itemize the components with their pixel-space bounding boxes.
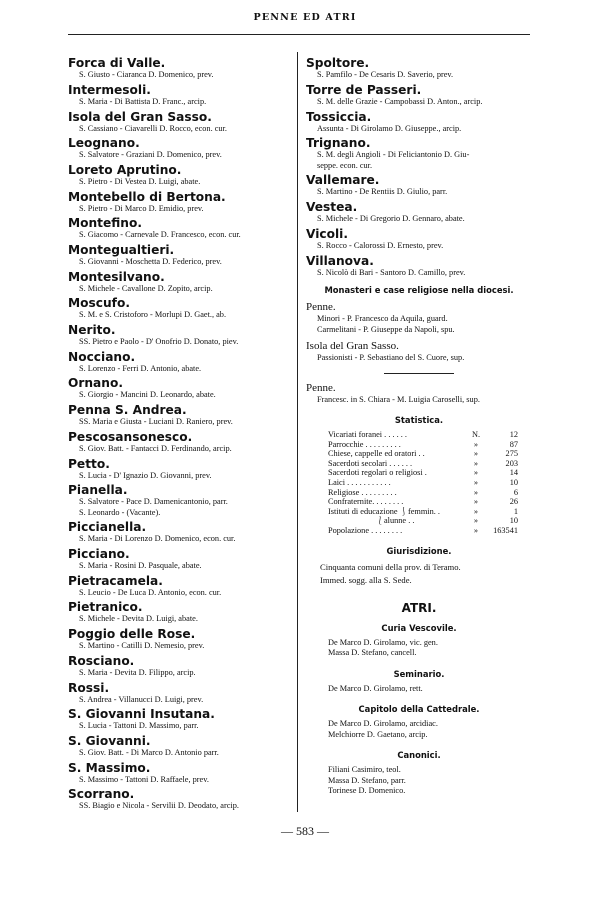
- stat-label: Sacerdoti secolari . . . . . .: [328, 458, 413, 468]
- curia-line: Massa D. Stefano, cancell.: [328, 648, 417, 658]
- place-name: Isola del Gran Sasso.: [68, 109, 212, 124]
- stat-label: Popolazione . . . . . . . .: [328, 525, 403, 535]
- stat-value: 87: [509, 439, 518, 449]
- parish-entry: S. Giorgio - Mancini D. Leonardo, abate.: [79, 390, 216, 400]
- place-name: Pianella.: [68, 483, 128, 498]
- capitolo-line: Melchiorre D. Gaetano, arcip.: [328, 729, 428, 739]
- place-name: Rossi.: [68, 680, 110, 695]
- stat-unit: »: [473, 449, 479, 459]
- parish-entry: S. M. delle Grazie - Campobassi D. Anton., arcip.: [317, 96, 483, 106]
- place-name: Trignano.: [306, 136, 371, 151]
- stat-unit: »: [473, 497, 479, 507]
- place-name: Moscufo.: [68, 296, 130, 311]
- place-name: S. Massimo.: [68, 760, 151, 775]
- place-name: Poggio delle Rose.: [68, 627, 196, 642]
- stat-value: 26: [509, 497, 518, 507]
- stat-unit: »: [473, 468, 479, 478]
- stat-value: 14: [509, 468, 518, 478]
- place-name: Intermesoli.: [68, 82, 151, 97]
- place-name: Spoltore.: [306, 56, 370, 71]
- monasteri-list: [306, 300, 532, 405]
- parish-entry: S. Cassiano - Ciavarelli D. Rocco, econ. cur.: [79, 123, 227, 133]
- parish-entry: SS. Biagio e Nicola - Servilii D. Deodato, arcip.: [79, 801, 239, 811]
- stat-label: Parrocchie . . . . . . . . .: [328, 439, 401, 449]
- place-name: Scorrano.: [68, 787, 135, 802]
- place-name: Pietracamela.: [68, 573, 163, 588]
- parish-entry: S. Giov. Batt. - Fantacci D. Ferdinando, arcip.: [79, 443, 232, 453]
- place-name: Tossiccia.: [306, 109, 372, 124]
- stat-label: Sacerdoti regolari o religiosi .: [328, 468, 427, 478]
- curia-title: Curia Vescovile.: [381, 622, 457, 633]
- monasteri-title: Monasteri e case religiose nella diocesi.: [324, 285, 514, 295]
- giurisdizione-title: Giurisdizione.: [386, 545, 452, 556]
- canonici-line: Torinese D. Domenico.: [328, 786, 406, 796]
- parish-entry: S. Leucio - De Luca D. Antonio, econ. cur.: [79, 587, 222, 597]
- place-name: Vestea.: [306, 200, 358, 215]
- stat-label: Istituti di educazione ⎰femmin. .: [328, 506, 440, 516]
- stat-unit: »: [473, 487, 479, 497]
- stat-value: 6: [513, 487, 518, 497]
- stat-row: [306, 516, 532, 526]
- parish-entry: S. Pamfilo - De Cesaris D. Saverio, prev.: [317, 70, 454, 80]
- atri-title: ATRI.: [401, 600, 437, 615]
- stat-row: [306, 488, 532, 498]
- stat-row: [306, 459, 532, 469]
- stat-unit: »: [473, 506, 479, 516]
- curia-line: De Marco D. Girolamo, vic. gen.: [328, 637, 438, 647]
- stat-row: [306, 430, 532, 440]
- parish-entry: S. Martino - De Rentiis D. Giulio, parr.: [317, 187, 448, 197]
- parish-entry: S. Giovanni - Moschetta D. Federico, prev.: [79, 257, 222, 266]
- seminario-title: Seminario.: [393, 668, 445, 679]
- place-name: Pescosansonesco.: [68, 429, 193, 444]
- stat-label: Confraternite. . . . . . . .: [328, 497, 404, 507]
- canonici-line: Massa D. Stefano, parr.: [328, 775, 406, 785]
- stat-unit: »: [473, 516, 479, 526]
- stat-row: [306, 507, 532, 517]
- stat-value: 203: [505, 458, 518, 468]
- stat-row: [306, 468, 532, 478]
- parish-entry: S. Rocco - Calorossi D. Ernesto, prev.: [317, 240, 444, 250]
- parish-entry: S. Lucia - Tattoni D. Massimo, parr.: [79, 721, 199, 731]
- place-name: Leognano.: [68, 136, 140, 151]
- place-name: Villanova.: [306, 253, 374, 268]
- parish-entry: S. Leonardo - (Vacante).: [79, 507, 161, 517]
- parish-entry: S. Michele - Devita D. Luigi, abate.: [79, 614, 198, 624]
- statistica-title: Statistica.: [394, 415, 444, 425]
- stat-value: 163541: [493, 525, 518, 535]
- place-name: Nerito.: [68, 323, 116, 338]
- stat-row: [306, 526, 532, 536]
- stat-value: 275: [505, 449, 518, 459]
- right-places: [306, 56, 532, 278]
- stat-row: [306, 497, 532, 507]
- monastery-place: Penne.: [306, 301, 336, 313]
- statistica-table: [306, 430, 532, 536]
- stat-label: Laici . . . . . . . . . . .: [328, 477, 391, 487]
- stat-label: Religiose . . . . . . . . .: [328, 487, 397, 497]
- stat-label: Chiese, cappelle ed oratori . .: [328, 449, 425, 459]
- stat-label: Vicariati foranei . . . . . .: [328, 430, 407, 439]
- monastery-entry: Passionisti - P. Sebastiano del S. Cuore, sup.: [317, 353, 465, 362]
- place-name: S. Giovanni Insutana.: [68, 707, 215, 722]
- parish-entry: seppe. econ. cur.: [317, 160, 373, 170]
- parish-entry: S. Maria - Di Battista D. Franc., arcip.: [79, 96, 207, 106]
- place-name: S. Giovanni.: [68, 733, 151, 748]
- parish-entry: S. Lucia - D' Ignazio D. Giovanni, prev.: [79, 470, 212, 480]
- place-name: Pietranico.: [68, 600, 143, 615]
- seminario-line: De Marco D. Girolamo, rett.: [328, 683, 423, 693]
- place-name: Montefino.: [68, 216, 142, 231]
- giurisdizione-line: Cinquanta comuni della prov. di Teramo.: [320, 561, 461, 572]
- monastery-entry: Francesc. in S. Chiara - M. Luigia Caroselli, sup.: [317, 394, 480, 404]
- parish-entry: S. Massimo - Tattoni D. Raffaele, prev.: [79, 774, 209, 784]
- running-header: PENNE ED ATRI: [253, 12, 357, 23]
- parish-entry: S. Salvatore - Graziani D. Domenico, prev.: [79, 150, 222, 160]
- left-column: [68, 54, 294, 812]
- right-column: [306, 54, 532, 797]
- parish-entry: S. Pietro - Di Marco D. Emidio, prev.: [79, 203, 204, 213]
- column-divider: [297, 52, 298, 812]
- parish-entry: Assunta - Di Girolamo D. Giuseppe., arcip.: [317, 123, 462, 133]
- place-name: Torre de Passeri.: [306, 82, 422, 97]
- place-name: Vallemare.: [306, 173, 380, 188]
- parish-entry: S. Maria - Di Lorenzo D. Domenico, econ. cur.: [79, 534, 236, 544]
- monastery-place: Penne.: [306, 381, 336, 394]
- giurisdizione-line: Immed. sogg. alla S. Sede.: [320, 574, 412, 585]
- stat-unit: »: [473, 458, 479, 468]
- place-name: Ornano.: [68, 376, 123, 391]
- place-name: Piccianella.: [68, 520, 147, 535]
- stat-value: 1: [513, 506, 518, 516]
- stat-row: [306, 440, 532, 450]
- stat-unit: »: [473, 439, 479, 449]
- section-rule: [384, 373, 454, 374]
- header-rule: [68, 34, 530, 35]
- stat-value: 10: [509, 516, 518, 526]
- parish-entry: S. Maria - Devita D. Filippo, arcip.: [79, 667, 196, 677]
- place-name: Forca di Valle.: [68, 56, 166, 71]
- parish-entry: SS. Pietro e Paolo - D' Onofrio D. Donato, piev.: [79, 337, 239, 347]
- parish-entry: S. Pietro - Di Vestea D. Luigi, abate.: [79, 176, 201, 186]
- canonici-line: Filiani Casimiro, teol.: [328, 765, 401, 775]
- stat-row: [306, 449, 532, 459]
- place-name: Nocciano.: [68, 349, 136, 364]
- stat-label: ⎱alunne . .: [328, 516, 415, 526]
- stat-unit: »: [473, 477, 479, 487]
- parish-entry: S. Giusto - Ciaranca D. Domenico, prev.: [79, 70, 214, 80]
- parish-entry: S. Salvatore - Pace D. Damenicantonio, parr.: [79, 497, 228, 507]
- parish-entry: S. Martino - Catilli D. Nemesio, prev.: [79, 641, 205, 651]
- place-name: Loreto Aprutino.: [68, 162, 182, 177]
- monastery-place: Isola del Gran Sasso.: [306, 340, 399, 352]
- stat-unit: N.: [471, 430, 481, 439]
- parish-entry: S. M. degli Angioli - Di Feliciantonio D. Giu-: [317, 150, 470, 160]
- place-name: Petto.: [68, 456, 110, 471]
- capitolo-title: Capitolo della Cattedrale.: [358, 704, 480, 715]
- stat-unit: »: [473, 525, 479, 535]
- place-name: Rosciano.: [68, 653, 135, 668]
- stat-row: [306, 478, 532, 488]
- parish-entry: S. Michele - Di Gregorio D. Gennaro, abate.: [317, 214, 465, 224]
- place-name: Montebello di Bertona.: [68, 189, 226, 204]
- place-name: Picciano.: [68, 547, 130, 562]
- parish-entry: S. Lorenzo - Ferri D. Antonio, abate.: [79, 363, 202, 373]
- parish-entry: SS. Maria e Giusta - Luciani D. Raniero, prev.: [79, 417, 233, 427]
- monastery-entry: Minori - P. Francesco da Aquila, guard.: [317, 314, 448, 323]
- canonici-title: Canonici.: [397, 750, 441, 761]
- place-name: Montegualtieri.: [68, 243, 175, 257]
- place-name: Penna S. Andrea.: [68, 403, 187, 418]
- parish-entry: S. Giov. Batt. - Di Marco D. Antonio parr.: [79, 747, 219, 757]
- parish-entry: S. Michele - Cavallone D. Zopito, arcip.: [79, 283, 213, 293]
- stat-value: 12: [509, 430, 518, 439]
- parish-entry: S. Nicolò di Bari - Santoro D. Camillo, prev.: [317, 267, 466, 277]
- parish-entry: S. Maria - Rosini D. Pasquale, abate.: [79, 561, 202, 571]
- parish-entry: S. Giacomo - Carnevale D. Francesco, econ. cur.: [79, 230, 241, 240]
- place-name: Montesilvano.: [68, 269, 165, 284]
- capitolo-line: De Marco D. Girolamo, arcidiac.: [328, 719, 438, 729]
- monastery-entry: Carmelitani - P. Giuseppe da Napoli, spu.: [317, 324, 455, 334]
- place-name: Vicoli.: [306, 226, 348, 241]
- stat-value: 10: [509, 477, 518, 487]
- parish-entry: S. M. e S. Cristoforo - Morlupi D. Gaet., ab.: [79, 310, 227, 320]
- parish-entry: S. Andrea - Villanucci D. Luigi, prev.: [79, 694, 204, 704]
- page-number: — 583 —: [281, 824, 329, 838]
